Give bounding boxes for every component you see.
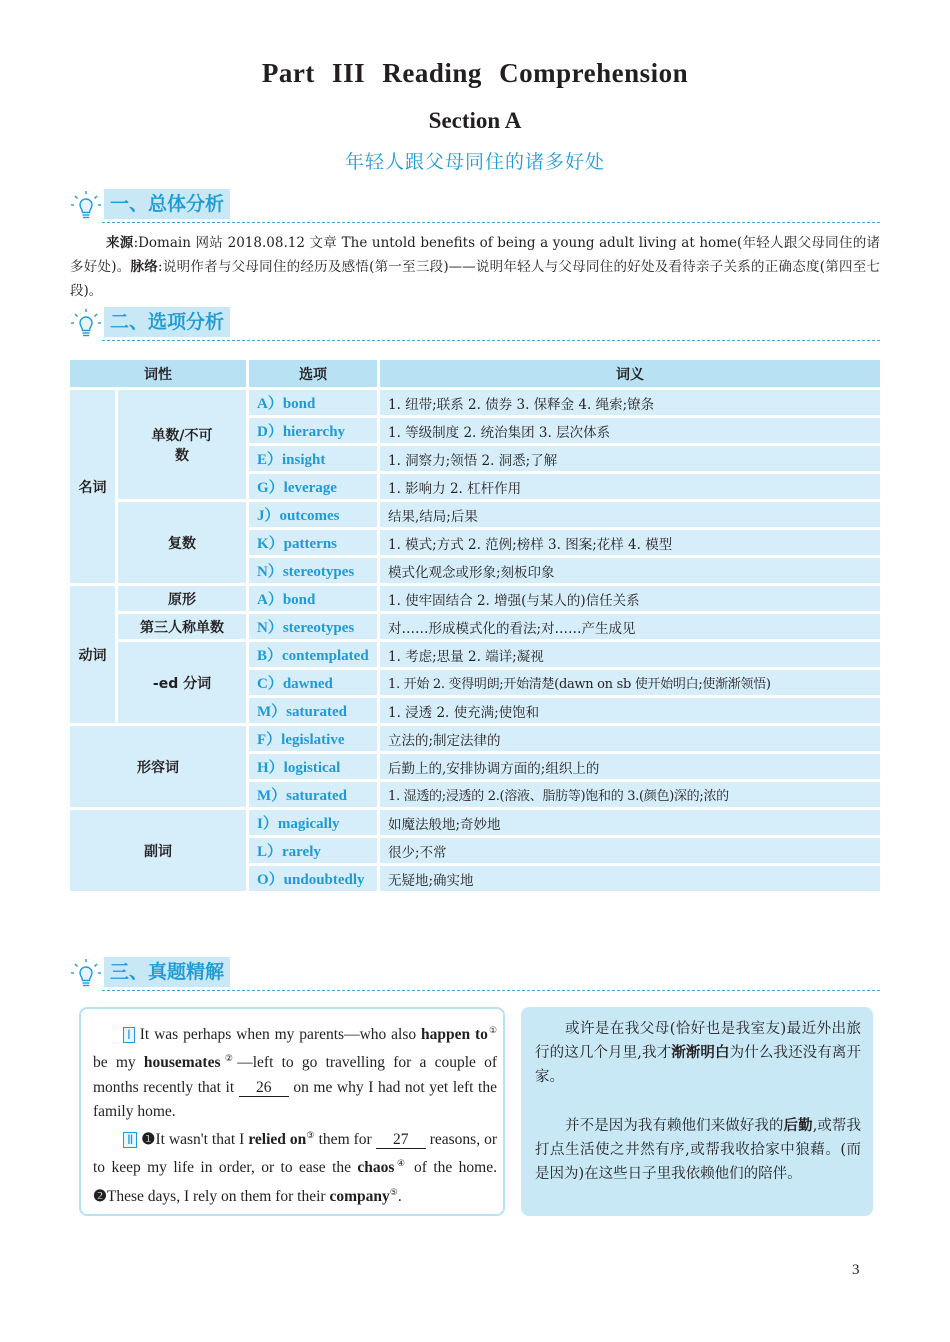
- source-label: 来源: [106, 235, 134, 251]
- meaning-cell: 1. 浸透 2. 使充满;使饱和: [380, 698, 880, 723]
- passage-text: It wasn't that I: [155, 1131, 249, 1149]
- lightbulb-icon: [70, 190, 102, 222]
- option-cell: L）rarely: [249, 838, 377, 863]
- passage-text: be my: [93, 1054, 144, 1072]
- option-cell: A）bond: [249, 586, 377, 611]
- meaning-cell: 很少;不常: [380, 838, 880, 863]
- lightbulb-icon: [70, 308, 102, 340]
- column-header: 词义: [380, 360, 880, 387]
- page-number: 3: [852, 1262, 860, 1278]
- subtype-cell: 单数/不可数: [118, 390, 246, 499]
- meaning-cell: 1. 纽带;联系 2. 债券 3. 保释金 4. 绳索;镣条: [380, 390, 880, 415]
- option-cell: F）legislative: [249, 726, 377, 751]
- meaning-cell: 1. 使牢固结合 2. 增强(与某人的)信任关系: [380, 586, 880, 611]
- passage-text: These days, I rely on them for their: [106, 1188, 330, 1205]
- blank-26: 26: [239, 1080, 289, 1097]
- key-phrase: relied on: [248, 1131, 307, 1149]
- option-cell: E）insight: [249, 446, 377, 471]
- meaning-cell: 1. 开始 2. 变得明朗;开始清楚(dawn on sb 使开始明白;使渐渐领悟): [380, 670, 880, 695]
- key-phrase: company: [329, 1188, 390, 1205]
- section-label: 二、选项分析: [104, 307, 230, 337]
- meaning-cell: 1. 考虑;思量 2. 端详;凝视: [380, 642, 880, 667]
- translation-text: 为什么我还没有离开家。: [535, 1045, 862, 1086]
- table-header-row: [70, 360, 880, 387]
- passage-text: .: [397, 1188, 402, 1205]
- meaning-cell: 1. 洞察力;领悟 2. 洞悉;了解: [380, 446, 880, 471]
- section-title: Section A: [428, 108, 522, 133]
- passage-text: reasons, or to keep my life in order, or to ease the: [93, 1131, 498, 1177]
- translation-text: 并不是因为我有赖他们来做好我的: [565, 1117, 784, 1134]
- section-header-options: [70, 305, 880, 341]
- passage-box: [79, 1007, 505, 1216]
- meaning-cell: 模式化观念或形象;刻板印象: [380, 558, 880, 583]
- table-row: [70, 726, 880, 751]
- key-phrase: chaos: [357, 1159, 395, 1177]
- pos-cell: 副词: [70, 810, 246, 891]
- column-header: 词性: [70, 360, 246, 387]
- key-phrase: housemates: [143, 1054, 221, 1072]
- note-marker: ⑤: [389, 1187, 398, 1198]
- note-marker: ①: [487, 1026, 498, 1036]
- translation-paragraph-2: [535, 1114, 861, 1187]
- sentence-number: ❷: [93, 1188, 107, 1205]
- option-cell: C）dawned: [249, 670, 377, 695]
- lightbulb-icon: [70, 958, 102, 990]
- section-divider: [102, 222, 880, 223]
- english-passage: [93, 1019, 497, 1209]
- passage-text: It was perhaps when my parents—who also: [139, 1026, 422, 1044]
- option-cell: A）bond: [249, 390, 377, 415]
- key-phrase: happen to: [421, 1026, 488, 1044]
- source-paragraph: [70, 231, 880, 303]
- meaning-cell: 后勤上的,安排协调方面的;组织上的: [380, 754, 880, 779]
- meaning-cell: 对……形成模式化的看法;对……产生成见: [380, 614, 880, 639]
- option-cell: I）magically: [249, 810, 377, 835]
- meaning-cell: 1. 影响力 2. 杠杆作用: [380, 474, 880, 499]
- option-cell: O）undoubtedly: [249, 866, 377, 891]
- key-phrase: 后勤: [783, 1117, 813, 1134]
- section-divider: [102, 340, 880, 341]
- key-phrase: 渐渐明白: [671, 1045, 730, 1062]
- outline-label: 脉络: [130, 259, 159, 275]
- passage-text: of the home.: [407, 1159, 497, 1177]
- table-row: [70, 642, 880, 667]
- option-cell: D）hierarchy: [249, 418, 377, 443]
- meaning-cell: 1. 模式;方式 2. 范例;榜样 3. 图案;花样 4. 模型: [380, 530, 880, 555]
- option-cell: H）logistical: [249, 754, 377, 779]
- option-cell: N）stereotypes: [249, 558, 377, 583]
- note-marker: ③: [306, 1131, 315, 1142]
- outline-text: :说明作者与父母同住的经历及感悟(第一至三段)——说明年轻人与父母同住的好处及看待亲子关系的正确态度(第四至七段)。: [70, 259, 880, 299]
- subtype-cell: 复数: [118, 502, 246, 583]
- table-row: [70, 614, 880, 639]
- pos-cell: 动词: [70, 586, 115, 723]
- meaning-cell: 1. 等级制度 2. 统治集团 3. 层次体系: [380, 418, 880, 443]
- option-cell: G）leverage: [249, 474, 377, 499]
- vocabulary-table: [70, 357, 880, 894]
- sentence-number: ❶: [141, 1131, 156, 1149]
- meaning-cell: 1. 湿透的;浸透的 2.(溶液、脂肪等)饱和的 3.(颜色)深的;浓的: [380, 782, 880, 807]
- subtype-cell: 第三人称单数: [118, 614, 246, 639]
- section-divider: [102, 990, 880, 991]
- passage-text: on me why I had not yet left the family home.: [93, 1078, 497, 1120]
- subtype-cell: -ed 分词: [118, 642, 246, 723]
- option-cell: B）contemplated: [249, 642, 377, 667]
- option-cell: M）saturated: [249, 698, 377, 723]
- pos-cell: 名词: [70, 390, 115, 583]
- translation-paragraph-1: [535, 1017, 861, 1090]
- note-marker: ②: [220, 1054, 238, 1065]
- note-marker: ④: [394, 1159, 408, 1170]
- article-title: 年轻人跟父母同住的诸多好处: [344, 151, 605, 173]
- part-title: Part III Reading Comprehension: [261, 58, 689, 88]
- paragraph-number: Ⅰ: [123, 1027, 135, 1043]
- section-label: 一、总体分析: [104, 189, 230, 219]
- meaning-cell: 无疑地;确实地: [380, 866, 880, 891]
- paragraph-2: [93, 1124, 497, 1209]
- option-cell: M）saturated: [249, 782, 377, 807]
- passage-text: —left to go travelling for a couple of months recently that it: [93, 1054, 497, 1096]
- table-row: [70, 586, 880, 611]
- chinese-translation: [535, 1017, 861, 1186]
- pos-cell: 形容词: [70, 726, 246, 807]
- meaning-cell: 立法的;制定法律的: [380, 726, 880, 751]
- translation-text: ,或帮我打点生活使之井然有序,或帮我收拾家中狼藉。(而是因为)在这些日子里我依赖他们的陪伴。: [535, 1117, 862, 1183]
- table-row: [70, 502, 880, 527]
- subtype-cell: 原形: [118, 586, 246, 611]
- section-header-overview: [70, 187, 880, 223]
- option-cell: K）patterns: [249, 530, 377, 555]
- section-header-detail: [70, 955, 880, 991]
- option-cell: N）stereotypes: [249, 614, 377, 639]
- table-row: [70, 390, 880, 415]
- paragraph-1: [93, 1019, 497, 1124]
- section-label: 三、真题精解: [104, 957, 230, 987]
- translation-text: 或许是在我父母(恰好也是我室友)最近外出旅行的这几个月里,我才: [535, 1021, 861, 1062]
- table-row: [70, 810, 880, 835]
- column-header: 选项: [249, 360, 377, 387]
- paragraph-number: Ⅱ: [123, 1132, 137, 1148]
- option-cell: J）outcomes: [249, 502, 377, 527]
- source-text: :Domain 网站 2018.08.12 文章 The untold benefits of being a young adult living at home(年轻人跟父母同住的诸多好处)。: [70, 235, 881, 275]
- meaning-cell: 结果,结局;后果: [380, 502, 880, 527]
- passage-text: them for: [314, 1131, 376, 1149]
- translation-box: [521, 1007, 873, 1216]
- blank-27: 27: [376, 1132, 426, 1149]
- meaning-cell: 如魔法般地;奇妙地: [380, 810, 880, 835]
